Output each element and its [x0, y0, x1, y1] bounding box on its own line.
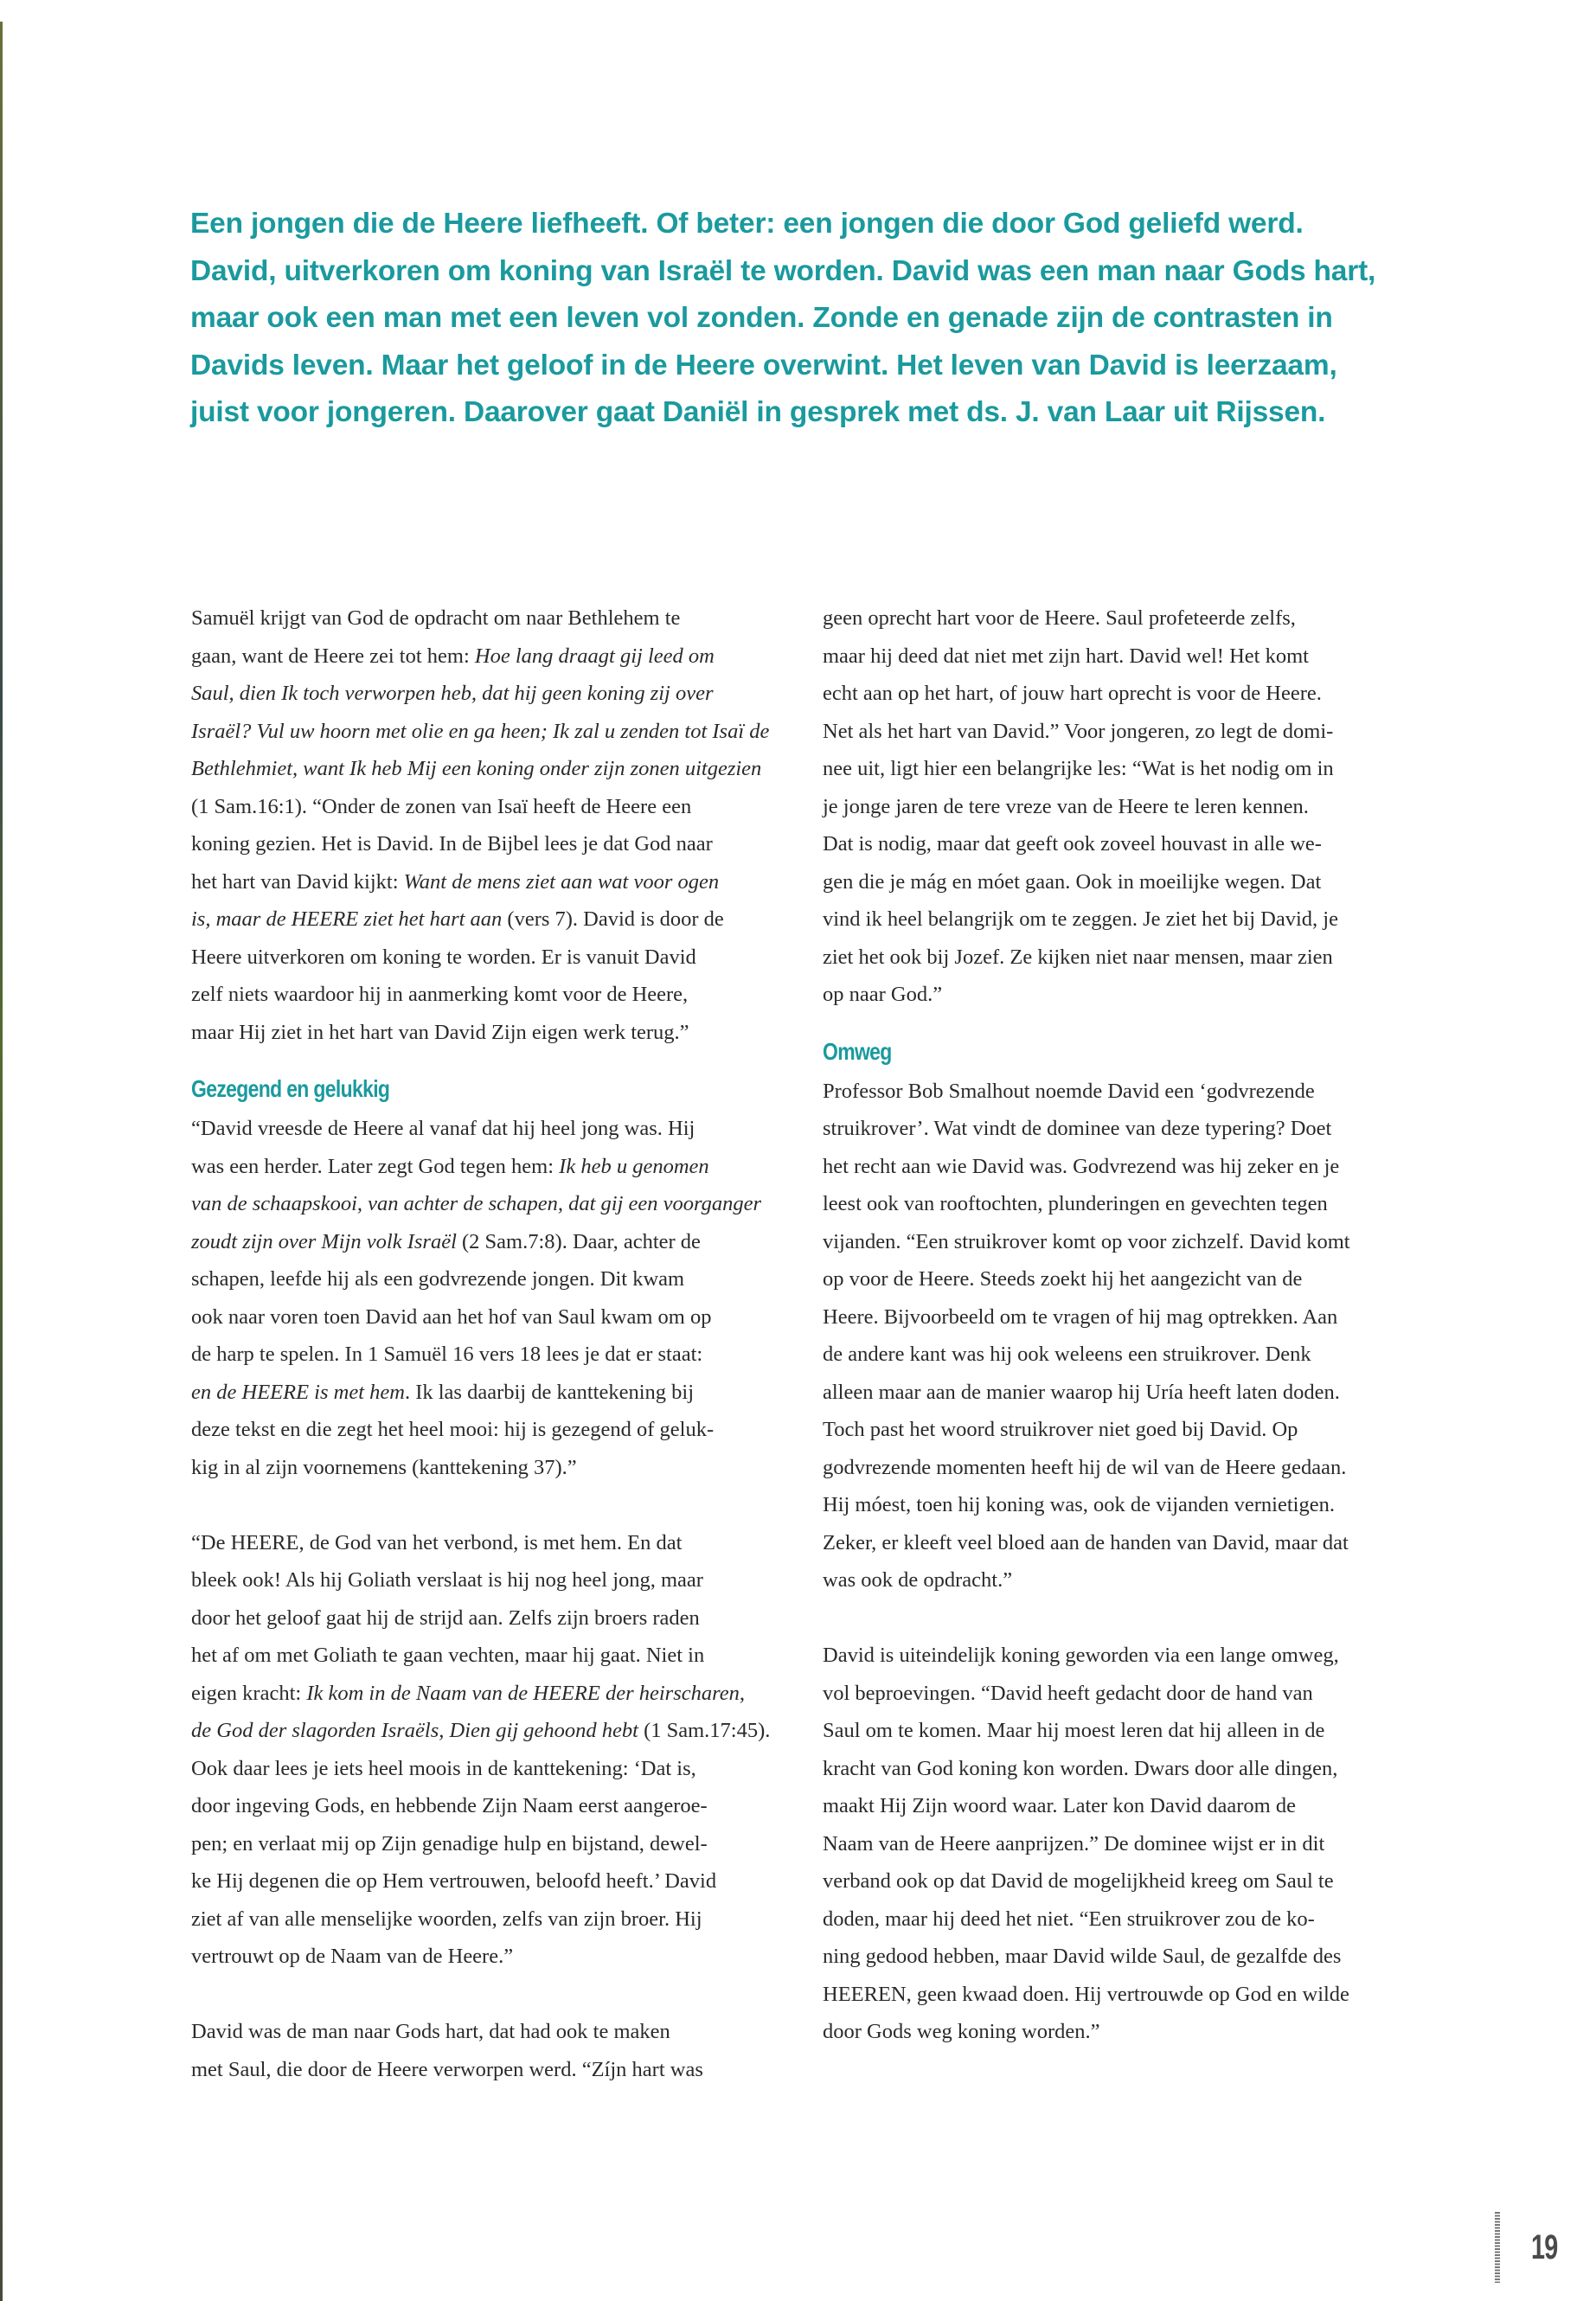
text-line	[823, 675, 1445, 713]
roman-text: vijanden. “Een struikrover komt op voor zichzelf. David komt	[823, 1229, 1350, 1253]
roman-text: Hij móest, toen hij koning was, ook de vijanden vernietigen.	[823, 1493, 1335, 1516]
text-line	[823, 1712, 1445, 1750]
intro-lead	[190, 201, 1436, 437]
roman-text: op naar God.”	[823, 983, 943, 1006]
roman-text: struikrover’. Wat vindt de dominee van deze typering? Doet	[823, 1117, 1332, 1140]
roman-text: geen oprecht hart voor de Heere. Saul profeteerde zelfs,	[823, 606, 1296, 630]
page-number: 19	[1531, 2227, 1558, 2266]
text-line	[191, 1787, 814, 1825]
scripture-quote: en de HEERE is met hem	[191, 1380, 405, 1404]
intro-line: Davids leven. Maar het geloof in de Heere overwint. Het leven van David is leerzaam,	[190, 349, 1337, 381]
roman-text: ook naar voren toen David aan het hof van Saul kwam om op	[191, 1304, 712, 1329]
roman-text: met Saul, die door de Heere verworpen werd. “Zíjn hart was	[191, 2057, 703, 2081]
text-line	[823, 1411, 1445, 1449]
text-line	[823, 1524, 1445, 1562]
text-line	[823, 713, 1445, 751]
text-line	[823, 863, 1445, 901]
roman-text: ziet het ook bij Jozef. Ze kijken niet naar mensen, maar zien	[823, 945, 1333, 969]
text-line	[191, 939, 814, 977]
text-line	[191, 976, 814, 1014]
roman-text: gen die je mág en móet gaan. Ook in moeilijke wegen. Dat	[823, 869, 1322, 894]
text-line	[823, 2013, 1445, 2051]
roman-text: maar hij deed dat niet met zijn hart. David wel! Het komt	[823, 644, 1309, 668]
roman-text: maar Hij ziet in het hart van David Zijn eigen werk terug.”	[191, 1020, 689, 1044]
text-line	[823, 1449, 1445, 1487]
text-line	[191, 1298, 814, 1336]
roman-text: “David vreesde de Heere al vanaf dat hij heel jong was. Hij	[191, 1117, 695, 1140]
text-line	[191, 1712, 814, 1750]
paragraph-gap	[191, 1486, 814, 1524]
roman-text: . Ik las daarbij de kanttekening bij	[404, 1380, 695, 1404]
roman-text: je jonge jaren de tere vreze van de Heere te leren kennen.	[823, 794, 1309, 818]
roman-text: nee uit, ligt hier een belangrijke les: “Wat is het nodig om in	[823, 757, 1334, 780]
text-line	[191, 1524, 814, 1562]
text-line	[191, 713, 814, 751]
text-line	[823, 1223, 1445, 1261]
page-number-rule	[1495, 2212, 1500, 2283]
roman-text: deze tekst en die zegt het heel mooi: hij is gezegend of geluk-	[191, 1418, 715, 1441]
roman-text: koning gezien. Het is David. In de Bijbel lees je dat God naar	[191, 832, 713, 856]
text-line	[191, 1825, 814, 1863]
roman-text: de andere kant was hij ook weleens een struikrover. Denk	[823, 1343, 1311, 1366]
text-line	[823, 788, 1445, 826]
text-line	[191, 1374, 814, 1412]
text-line	[191, 1637, 814, 1675]
text-line	[191, 675, 814, 713]
paragraph	[823, 599, 1445, 1014]
roman-text: Ook daar lees je iets heel moois in de kanttekening: ‘Dat is,	[191, 1756, 696, 1780]
text-line	[823, 1637, 1445, 1675]
roman-text: echt aan op het hart, of jouw hart oprecht is voor de Heere.	[823, 682, 1322, 705]
roman-text: Net als het hart van David.” Voor jongeren, zo legt de domi-	[823, 719, 1334, 743]
intro-line: Een jongen die de Heere liefheeft. Of beter: een jongen die door God geliefd werd.	[190, 208, 1304, 240]
intro-line: juist voor jongeren. Daarover gaat Daniël in gesprek met ds. J. van Laar uit Rijssen.	[190, 396, 1326, 428]
text-line	[823, 1486, 1445, 1524]
roman-text: ke Hij degenen die op Hem vertrouwen, beloofd heeft.’ David	[191, 1869, 717, 1893]
roman-text: kracht van God koning kon worden. Dwars door alle dingen,	[823, 1756, 1338, 1780]
text-line	[191, 1014, 814, 1052]
roman-text: Samuël krijgt van God de opdracht om naar Bethlehem te	[191, 606, 681, 630]
section-heading: Omweg	[823, 1037, 892, 1065]
text-line	[823, 1938, 1445, 1976]
roman-text: door Gods weg koning worden.”	[823, 2020, 1100, 2043]
page-edge-stripe	[0, 22, 3, 2301]
text-line	[191, 1750, 814, 1788]
text-line	[823, 1073, 1445, 1111]
roman-text: maakt Hij Zijn woord waar. Later kon David daarom de	[823, 1794, 1296, 1817]
roman-text: (1 Sam.17:45).	[638, 1719, 771, 1742]
roman-text: door het geloof gaat hij de strijd aan. Zelfs zijn broers raden	[191, 1606, 700, 1630]
text-line	[823, 599, 1445, 638]
paragraph-gap	[191, 1976, 814, 2014]
text-line	[191, 1938, 814, 1976]
roman-text: godvrezende momenten heeft hij de wil van de Heere gedaan.	[823, 1455, 1347, 1479]
text-line	[823, 638, 1445, 676]
text-line	[823, 1185, 1445, 1223]
page-footer	[1495, 2208, 1568, 2286]
text-line	[191, 1260, 814, 1298]
text-line	[823, 939, 1445, 977]
text-line	[191, 788, 814, 826]
text-line	[823, 1148, 1445, 1186]
roman-text: door ingeving Gods, en hebbende Zijn Naam eerst aangeroe-	[191, 1794, 708, 1817]
roman-text: op voor de Heere. Steeds zoekt hij het aangezicht van de	[823, 1267, 1303, 1291]
roman-text: Zeker, er kleeft veel bloed aan de handen van David, maar dat	[823, 1530, 1349, 1554]
text-line	[823, 1862, 1445, 1900]
scripture-quote: Israël? Vul uw hoorn met olie en ga heen; Ik zal u zenden tot Isaï de	[191, 719, 770, 743]
text-line	[823, 1900, 1445, 1939]
text-line	[191, 599, 814, 638]
scripture-quote: Ik kom in de Naam van de HEERE der heirscharen,	[306, 1681, 745, 1705]
text-line	[191, 1411, 814, 1449]
scripture-quote: Bethlehmiet, want Ik heb Mij een koning onder zijn zonen uitgezien	[191, 757, 762, 780]
text-line	[823, 1976, 1445, 2014]
text-line	[823, 825, 1445, 863]
text-line	[823, 901, 1445, 939]
scripture-quote: Hoe lang draagt gij leed om	[474, 644, 715, 668]
text-line	[191, 1561, 814, 1599]
roman-text: was een herder. Later zegt God tegen hem:	[191, 1154, 560, 1178]
text-line	[191, 2013, 814, 2051]
text-line	[823, 1110, 1445, 1148]
paragraph	[823, 1637, 1445, 2051]
right-column	[823, 599, 1445, 2051]
text-line	[823, 750, 1445, 788]
roman-text: het hart van David kijkt:	[191, 869, 404, 894]
text-line	[823, 1750, 1445, 1788]
text-line	[191, 1110, 814, 1148]
paragraph	[191, 2013, 814, 2088]
roman-text: Naam van de Heere aanprijzen.” De dominee wijst er in dit	[823, 1831, 1325, 1856]
text-line	[823, 1336, 1445, 1374]
text-line	[823, 1787, 1445, 1825]
text-line	[191, 1185, 814, 1223]
roman-text: Dat is nodig, maar dat geeft ook zoveel houvast in alle we-	[823, 832, 1322, 856]
text-line	[823, 1298, 1445, 1336]
text-line	[823, 976, 1445, 1014]
roman-text: gaan, want de Heere zei tot hem:	[191, 644, 475, 668]
roman-text: zelf niets waardoor hij in aanmerking komt voor de Heere,	[191, 983, 689, 1006]
roman-text: alleen maar aan de manier waarop hij Uría heeft laten doden.	[823, 1380, 1340, 1404]
roman-text: Professor Bob Smalhout noemde David een ‘godvrezende	[823, 1079, 1315, 1103]
roman-text: pen; en verlaat mij op Zijn genadige hulp en bijstand, dewel-	[191, 1831, 708, 1856]
roman-text: het recht aan wie David was. Godvrezend was hij zeker en je	[823, 1154, 1340, 1178]
scripture-quote: Saul, dien Ik toch verworpen heb, dat hij geen koning zij over	[191, 682, 714, 705]
text-line	[191, 901, 814, 939]
roman-text: Toch past het woord struikrover niet goed bij David. Op	[823, 1418, 1298, 1441]
scripture-quote: van de schaapskooi, van achter de schapen, dat gij een voorganger	[191, 1192, 762, 1215]
text-line	[191, 2051, 814, 2089]
paragraph	[823, 1073, 1445, 1599]
roman-text: vertrouwt op de Naam van de Heere.”	[191, 1945, 514, 1968]
roman-text: (2 Sam.7:8). Daar, achter de	[456, 1229, 701, 1253]
text-line	[191, 1599, 814, 1638]
roman-text: eigen kracht:	[191, 1681, 307, 1705]
roman-text: was ook de opdracht.”	[823, 1568, 1013, 1592]
text-line	[191, 1862, 814, 1900]
scripture-quote: zoudt zijn over Mijn volk Israël	[191, 1229, 457, 1253]
roman-text: verband ook op dat David de mogelijkheid kreeg om Saul te	[823, 1869, 1334, 1893]
text-line	[823, 1374, 1445, 1412]
text-line	[823, 1260, 1445, 1298]
roman-text: doden, maar hij deed het niet. “Een struikrover zou de ko-	[823, 1907, 1315, 1931]
text-line	[191, 750, 814, 788]
scripture-quote: de God der slagorden Israëls, Dien gij gehoond hebt	[191, 1719, 638, 1742]
paragraph	[191, 1524, 814, 1976]
roman-text: vind ik heel belangrijk om te zeggen. Je ziet het bij David, je	[823, 907, 1338, 931]
text-line	[823, 1675, 1445, 1713]
scripture-quote: Ik heb u genomen	[559, 1154, 709, 1178]
roman-text: ziet af van alle menselijke woorden, zelfs van zijn broer. Hij	[191, 1907, 702, 1931]
roman-text: vol beproevingen. “David heeft gedacht door de hand van	[823, 1681, 1313, 1705]
roman-text: (vers 7). David is door de	[502, 907, 724, 931]
text-line	[191, 1449, 814, 1487]
text-line	[823, 1825, 1445, 1863]
roman-text: de harp te spelen. In 1 Samuël 16 vers 18 lees je dat er staat:	[191, 1343, 703, 1366]
section-heading: Gezegend en gelukkig	[191, 1075, 390, 1102]
roman-text: leest ook van rooftochten, plunderingen en gevechten tegen	[823, 1192, 1328, 1215]
text-line	[191, 1900, 814, 1939]
roman-text: het af om met Goliath te gaan vechten, maar hij gaat. Niet in	[191, 1644, 705, 1667]
roman-text: David was de man naar Gods hart, dat had ook te maken	[191, 2020, 670, 2043]
roman-text: David is uiteindelijk koning geworden via een lange omweg,	[823, 1644, 1339, 1667]
roman-text: ning gedood hebben, maar David wilde Saul, de gezalfde des	[823, 1945, 1342, 1968]
roman-text: Saul om te komen. Maar hij moest leren dat hij alleen in de	[823, 1719, 1325, 1742]
text-line	[191, 1336, 814, 1374]
roman-text: Heere. Bijvoorbeeld om te vragen of hij mag optrekken. Aan	[823, 1304, 1338, 1329]
left-column	[191, 599, 814, 2088]
roman-text: kig in al zijn voornemens (kanttekening 37).”	[191, 1455, 577, 1479]
roman-text: HEEREN, geen kwaad doen. Hij vertrouwde op God en wilde	[823, 1982, 1349, 2006]
intro-line: David, uitverkoren om koning van Israël te worden. David was een man naar Gods hart,	[190, 254, 1376, 287]
text-line	[191, 863, 814, 901]
roman-text: Heere uitverkoren om koning te worden. Er is vanuit David	[191, 945, 696, 969]
text-line	[191, 1148, 814, 1186]
paragraph	[191, 599, 814, 1051]
intro-line: maar ook een man met een leven vol zonden. Zonde en genade zijn de contrasten in	[190, 302, 1333, 334]
scripture-quote: Want de mens ziet aan wat voor ogen	[403, 869, 720, 894]
roman-text: “De HEERE, de God van het verbond, is met hem. En dat	[191, 1530, 683, 1554]
scripture-quote: is, maar de HEERE ziet het hart aan	[191, 907, 503, 931]
roman-text: (1 Sam.16:1). “Onder de zonen van Isaï heeft de Heere een	[191, 794, 692, 818]
text-line	[823, 1561, 1445, 1599]
paragraph	[191, 1110, 814, 1486]
roman-text: bleek ook! Als hij Goliath verslaat is hij nog heel jong, maar	[191, 1568, 703, 1592]
roman-text: schapen, leefde hij als een godvrezende jongen. Dit kwam	[191, 1267, 685, 1291]
paragraph-gap	[823, 1599, 1445, 1638]
text-line	[191, 825, 814, 863]
text-line	[191, 1223, 814, 1261]
text-line	[191, 1675, 814, 1713]
text-line	[191, 638, 814, 676]
